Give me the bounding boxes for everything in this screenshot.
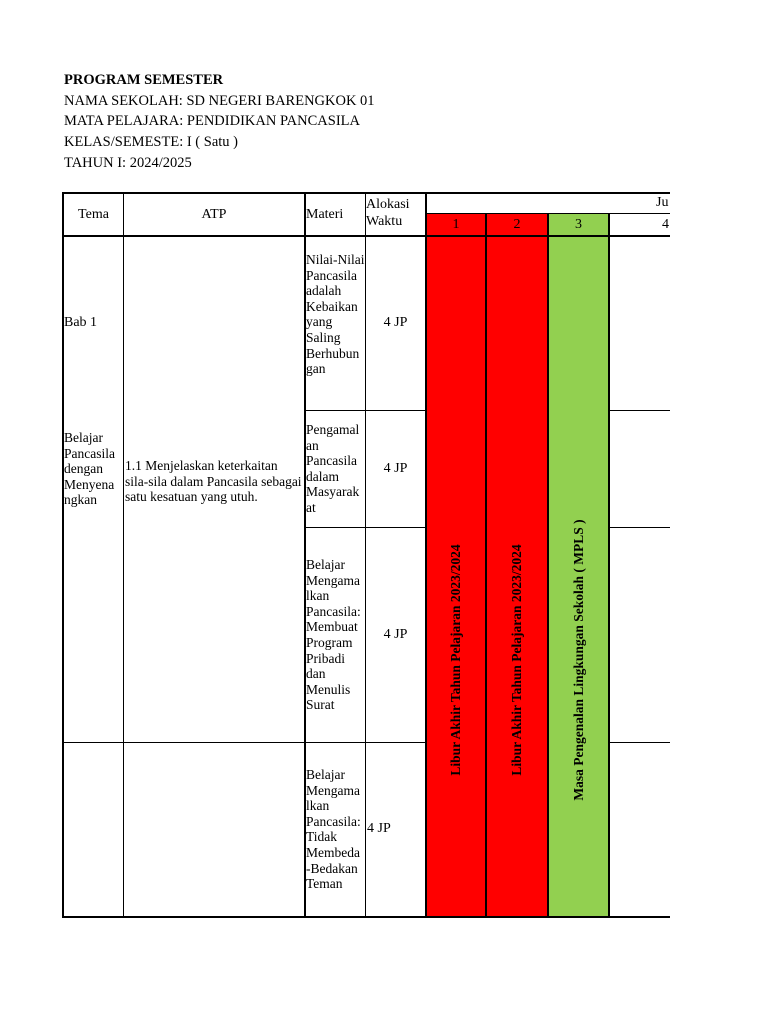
row-divider-3-week4: [609, 742, 670, 743]
alokasi-row-3: 4 JP: [383, 627, 408, 642]
atp-text: 1.1 Menjelaskan keterkaitan sila-sila dalam Pancasila sebagai satu kesatuan yang utuh.: [125, 458, 302, 505]
document-title: PROGRAM SEMESTER: [64, 72, 224, 88]
row-divider-2-week4: [609, 527, 670, 528]
week-1-note: Libur Akhir Tahun Pelajaran 2023/2024: [448, 544, 463, 776]
header-tema: Tema: [78, 206, 109, 222]
alokasi-row-1: 4 JP: [383, 315, 408, 330]
week-3-note: Masa Pengenalan Lingkungan Sekolah ( MPLS ): [571, 519, 586, 801]
materi-row-3: Belajar Mengama lkan Pancasila: Membuat Program Pribadi dan Menulis Surat: [306, 557, 361, 713]
materi-row-1: Nilai-Nilai Pancasila adalah Kebaikan yang Saling Berhubun gan: [306, 252, 365, 377]
col-border-week1: [485, 213, 487, 918]
col-border-alokasi: [425, 192, 427, 918]
week-number-3: 3: [575, 217, 582, 232]
header-materi: Materi: [306, 206, 344, 222]
week-2-note: Libur Akhir Tahun Pelajaran 2023/2024: [509, 544, 524, 776]
materi-row-2: Pengamal an Pancasila dalam Masyarak at: [306, 422, 360, 515]
col-border-week2: [547, 213, 549, 918]
school-name: NAMA SEKOLAH: SD NEGERI BARENGKOK 01: [64, 93, 375, 109]
materi-row-4: Belajar Mengama lkan Pancasila: Tidak Membeda -Bedakan Teman: [306, 767, 361, 892]
alokasi-row-4: 4 JP: [367, 821, 391, 836]
academic-year: TAHUN I: 2024/2025: [64, 155, 192, 171]
header-atp: ATP: [201, 206, 227, 222]
subject-name: MATA PELAJARA: PENDIDIKAN PANCASILA: [64, 113, 360, 129]
week-number-4: 4: [662, 217, 669, 232]
tema-bab: Bab 1: [64, 315, 98, 330]
class-semester: KELAS/SEMESTE: I ( Satu ): [64, 134, 238, 150]
header-alokasi: Alokasi Waktu: [366, 197, 410, 229]
col-border-materi: [365, 192, 366, 918]
week-number-1: 1: [452, 217, 460, 232]
col-border-week3: [608, 213, 610, 918]
header-bottom-border: [62, 235, 670, 237]
row-divider-1-week4: [609, 410, 670, 411]
table-bottom-border: [62, 916, 670, 918]
row-divider-3: [62, 742, 426, 743]
week-number-2: 2: [513, 217, 521, 232]
tema-title: Belajar Pancasila dengan Menyena ngkan: [64, 430, 115, 508]
col-border-tema: [123, 192, 124, 918]
alokasi-row-2: 4 JP: [383, 461, 408, 476]
header-month: Ju: [656, 195, 669, 210]
col-border-left: [62, 192, 64, 918]
